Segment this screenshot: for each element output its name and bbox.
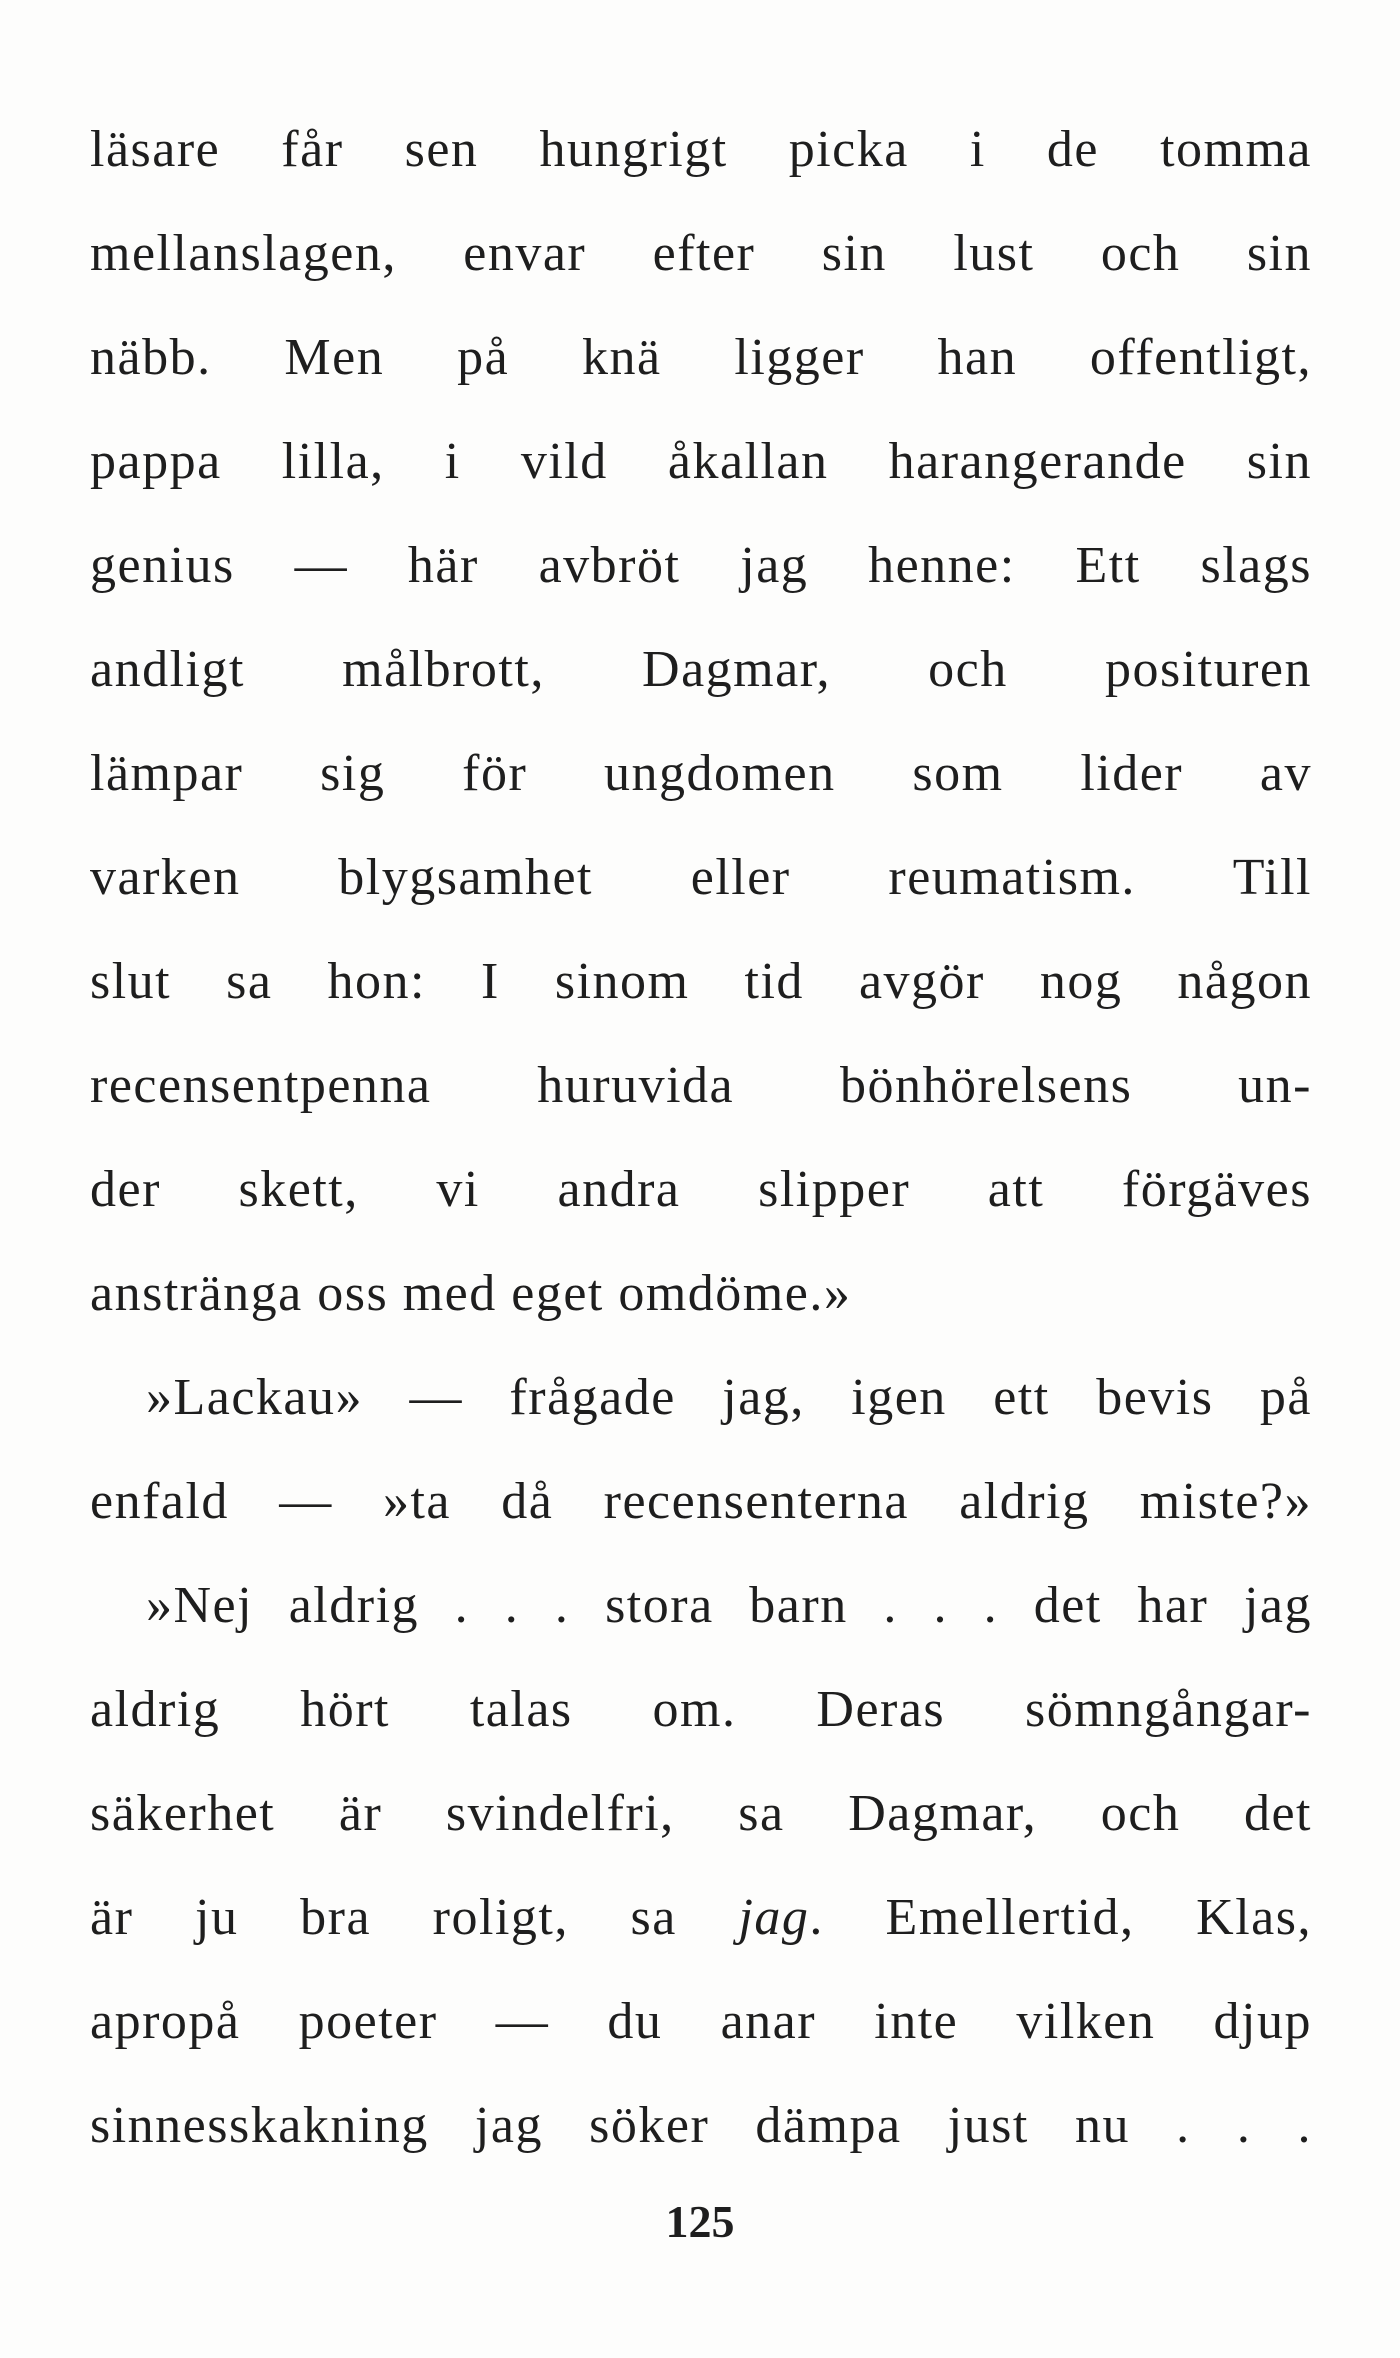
text-line: recensentpenna huruvida bönhörelsens un- — [90, 1057, 1312, 1114]
text-line: anstränga oss med eget omdöme.» — [90, 1265, 852, 1322]
text-line: mellanslagen, envar efter sin lust och sin — [90, 225, 1312, 282]
text-line: genius — här avbröt jag henne: Ett slags — [90, 537, 1312, 594]
text-line: der skett, vi andra slipper att förgäves — [90, 1161, 1312, 1218]
text-line: näbb. Men på knä ligger han offentligt, — [90, 329, 1312, 386]
text-line — [90, 1866, 1312, 1970]
text-line: enfald — »ta då recensenterna aldrig miste?» — [90, 1473, 1312, 1530]
body-text — [90, 98, 1312, 2178]
text-line: varken blygsamhet eller reumatism. Till — [90, 849, 1312, 906]
text-line: »Nej aldrig . . . stora barn . . . det har jag — [146, 1577, 1312, 1634]
text-line: andligt målbrott, Dagmar, och posituren — [90, 641, 1312, 698]
text-line: säkerhet är svindelfri, sa Dagmar, och det — [90, 1785, 1312, 1842]
text-fragment: är ju bra roligt, sa — [90, 1889, 739, 1946]
text-fragment: . Emellertid, Klas, — [809, 1889, 1312, 1946]
text-line: lämpar sig för ungdomen som lider av — [90, 745, 1312, 802]
text-line: pappa lilla, i vild åkallan harangerande sin — [90, 433, 1312, 490]
text-line: läsare får sen hungrigt picka i de tomma — [90, 121, 1312, 178]
text-line: sinnesskakning jag söker dämpa just nu . . . — [90, 2097, 1312, 2154]
text-line: »Lackau» — frågade jag, igen ett bevis på — [146, 1369, 1312, 1426]
text-line: slut sa hon: I sinom tid avgör nog någon — [90, 953, 1312, 1010]
text-line: aldrig hört talas om. Deras sömngångar- — [90, 1681, 1312, 1738]
page-number: 125 — [665, 2196, 735, 2247]
italic-word: jag — [738, 1889, 810, 1946]
text-line: apropå poeter — du anar inte vilken djup — [90, 1993, 1312, 2050]
